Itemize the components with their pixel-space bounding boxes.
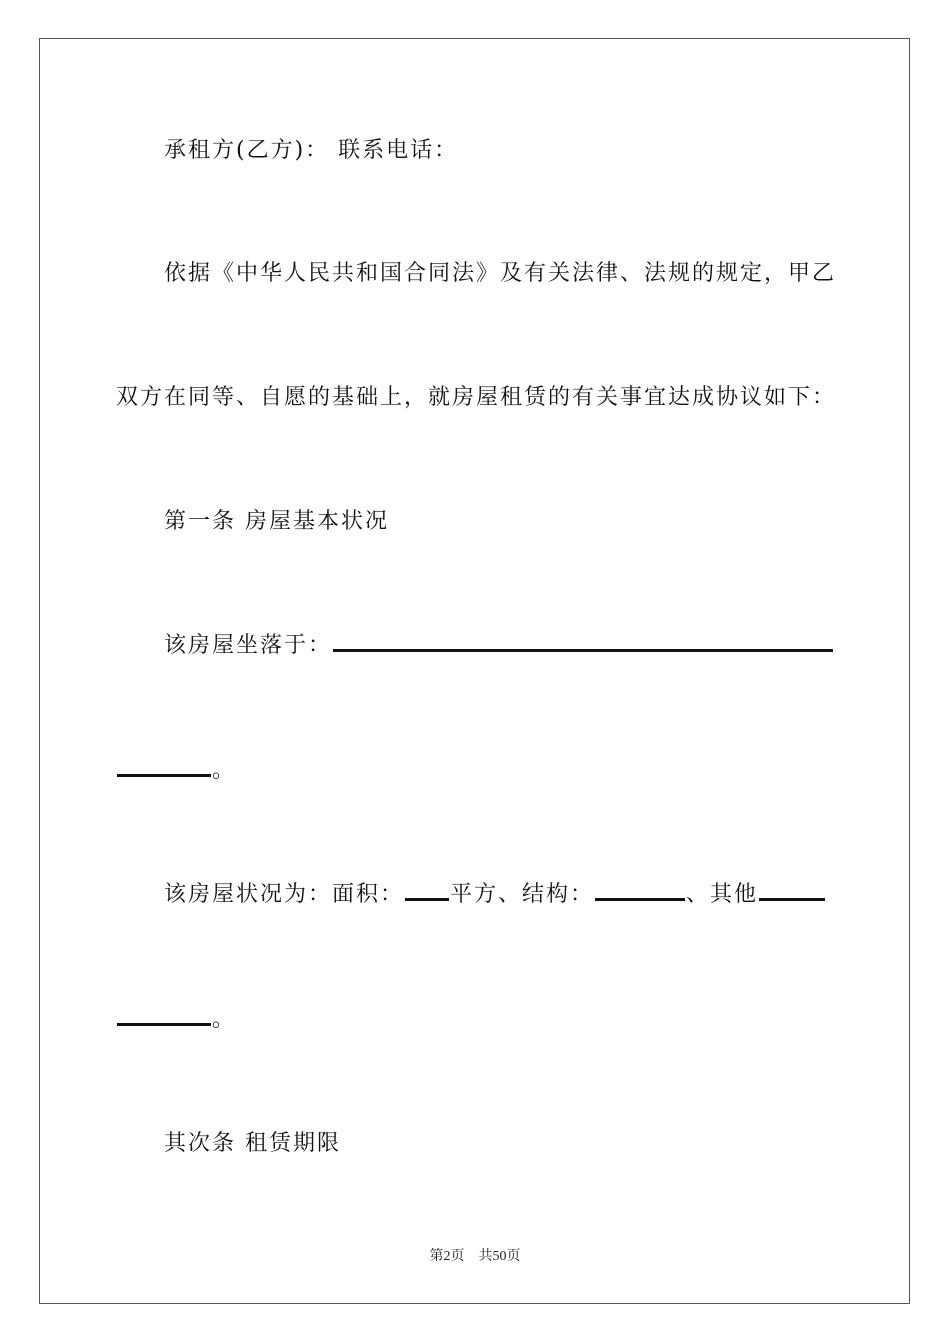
preamble-line-2 bbox=[116, 383, 836, 413]
location-end: 。 bbox=[212, 758, 237, 783]
article-2-title: 其次条 租赁期限 bbox=[164, 1131, 341, 1156]
article-1-title: 第一条 房屋基本状况 bbox=[164, 509, 389, 534]
location-blank bbox=[333, 631, 833, 652]
page-footer bbox=[0, 1247, 950, 1267]
lessee-contact-line bbox=[164, 136, 458, 166]
preamble-text-2: 双方在同等、自愿的基础上，就房屋租赁的有关事宜达成协议如下： bbox=[116, 385, 837, 410]
structure-blank bbox=[595, 880, 685, 901]
location-continuation bbox=[116, 756, 236, 786]
other-blank bbox=[759, 880, 825, 901]
page-frame bbox=[39, 38, 910, 1304]
preamble-text-1: 依据《中华人民共和国合同法》及有关法律、法规的规定，甲乙 bbox=[164, 261, 837, 286]
condition-continuation bbox=[116, 1005, 236, 1035]
article-2-heading bbox=[164, 1129, 341, 1159]
other-blank-cont bbox=[117, 1005, 211, 1026]
other-label: 、其他 bbox=[686, 882, 759, 907]
location-label: 该房屋坐落于： bbox=[164, 633, 333, 658]
condition-end: 。 bbox=[212, 1007, 237, 1032]
condition-line bbox=[164, 880, 826, 910]
condition-label: 该房屋状况为：面积： bbox=[164, 882, 405, 907]
location-blank-cont bbox=[117, 756, 211, 777]
lessee-contact-text: 承租方(乙方)： 联系电话： bbox=[164, 138, 459, 163]
preamble-line-1 bbox=[164, 259, 836, 289]
article-1-heading bbox=[164, 507, 389, 537]
page-number: 第2页 共50页 bbox=[429, 1249, 521, 1264]
location-line bbox=[164, 631, 834, 661]
area-blank bbox=[405, 880, 449, 901]
structure-label: 平方、结构： bbox=[450, 882, 595, 907]
